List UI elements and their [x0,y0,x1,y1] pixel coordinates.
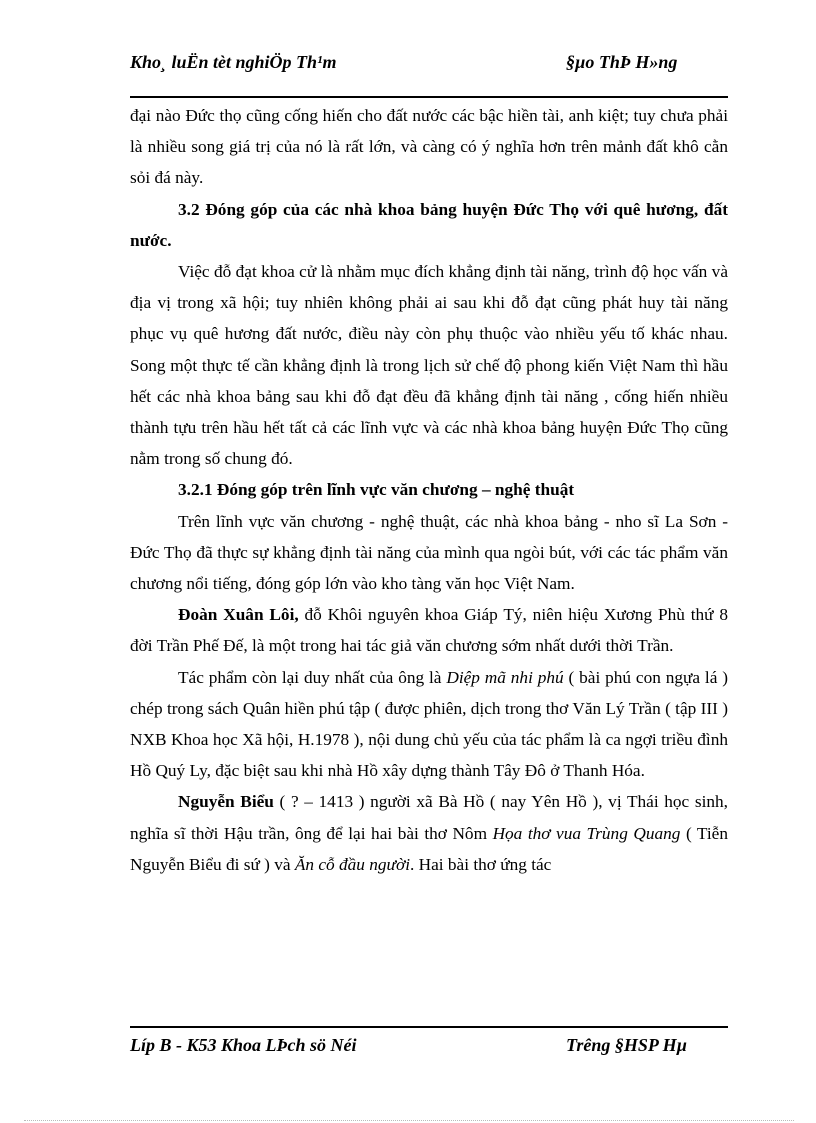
paragraph-6 [130,786,728,880]
header-left-title: Kho¸ luËn tèt nghiÖp Th¹m [130,52,337,72]
paragraph-6-text-a: ( ? – 1413 ) người xã Bà Hồ ( nay Yên Hồ ), vị Thái học sinh, nghĩa sĩ thời Hậu trần, ông để lại hai bài thơ Nôm [130,792,728,843]
header-rule [130,96,728,98]
paragraph-3: Trên lĩnh vực văn chương - nghệ thuật, các nhà khoa bảng - nho sĩ La Sơn - Đức Thọ đã thực sự khẳng định tài năng của mình qua ngòi bút, với các tác phẩm văn chương nổi tiếng, đóng góp lớn vào kho tàng văn học Việt Nam. [130,511,728,594]
document-body [130,100,728,880]
header-right-author: §µo ThÞ H»ng [566,52,678,72]
footer-left-class: Líp B - K53 Khoa LÞch sö Néi [130,1035,357,1055]
work-title-hoa-tho-vua-trung-quang: Họa thơ vua Trùng Quang [492,823,681,843]
paragraph-4-text: đỗ Khôi nguyên khoa Giáp Tý, niên hiệu Xương Phù thứ 8 đời Trần Phế Đế, là một trong hai tác giả văn chương sớm nhất dưới thời Trần. [130,605,728,656]
section-heading-3-2: 3.2 Đóng góp của các nhà khoa bảng huyện Đức Thọ với quê hương, đất nước. [130,199,728,250]
page-bottom-dotted-border [24,1120,794,1121]
paragraph-5-text-a: Tác phẩm còn lại duy nhất của ông là [178,667,447,687]
footer-right-school: Trêng §HSP Hµ [566,1035,688,1055]
paragraph-2: Việc đỗ đạt khoa cử là nhằm mục đích khẳng định tài năng, trình độ học vấn và địa vị trong xã hội; tuy nhiên không phải ai sau khi đỗ đạt cũng phát huy tài năng phục vụ quê hương đất nước, điều này còn phụ thuộc vào nhiều yếu tố khác nhau. Song một thực tế cần khẳng định là trong lịch sử chế độ phong kiến Việt Nam thì hầu hết các nhà khoa bảng sau khi đỗ đạt đều đã khẳng định tài năng , cống hiến nhiều thành tựu trên hầu hết tất cả các lĩnh vực và các nhà khoa bảng huyện Đức Thọ cũng nằm trong số chung đó. [130,262,728,469]
paragraph-6-text-b: ( Tiễn Nguyễn Biểu đi sứ ) và [130,823,728,874]
author-name-nguyen-bieu: Nguyễn Biểu [178,792,274,812]
paragraph-6-text-c: . Hai bài thơ ứng tác [410,854,552,874]
paragraph-5-text-b: ( bài phú con ngựa lá ) chép trong sách Quân hiền phú tập ( được phiên, dịch trong thơ Văn Lý Trần ( tập III ) NXB Khoa học Xã hội, H.1978 ), nội dung chủ yếu của tác phẩm là ca ngợi triều đình Hồ Quý Ly, đặc biệt sau khi nhà Hồ xây dựng thành Tây Đô ở Thanh Hóa. [130,667,728,781]
footer-rule [130,1026,728,1028]
author-name-doan-xuan-loi: Đoàn Xuân Lôi, [178,605,299,625]
paragraph-5 [130,662,728,787]
paragraph-1: đại nào Đức thọ cũng cống hiến cho đất nước các bậc hiền tài, anh kiệt; tuy chưa phải là nhiều song giá trị của nó là rất lớn, và càng có ý nghĩa hơn trên mảnh đất khô cằn sỏi đá này. [130,106,728,188]
paragraph-4 [130,599,728,661]
work-title-an-co-dau-nguoi: Ăn cỗ đầu người [294,854,410,874]
section-heading-3-2-1: 3.2.1 Đóng góp trên lĩnh vực văn chương – nghệ thuật [178,480,575,500]
work-title-diep-ma-nhi-phu: Diệp mã nhi phú [446,667,564,687]
